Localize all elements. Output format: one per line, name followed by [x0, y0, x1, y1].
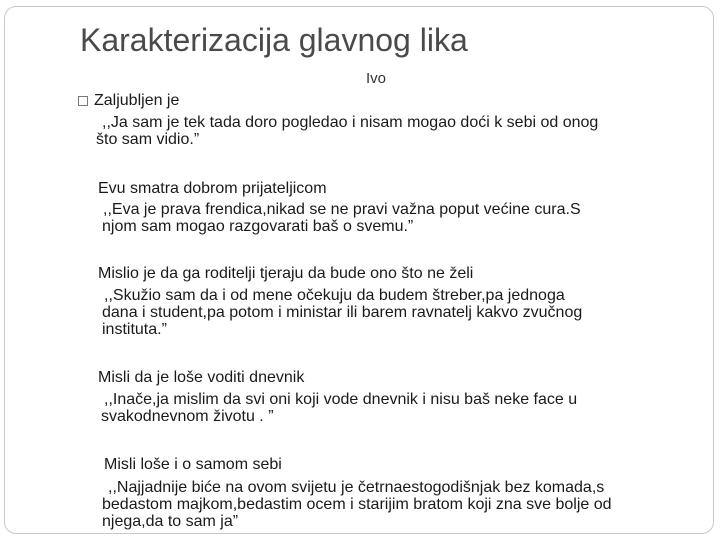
section-block-5 — [104, 456, 612, 530]
section-block-3 — [98, 265, 582, 338]
slide-title: Karakterizacija glavnog lika — [80, 22, 468, 58]
quote-line: što sam vidio.” — [96, 131, 200, 148]
quote-block-1 — [96, 114, 598, 148]
quote-line: dana i student,pa potom i ministar ili barem ravnatelj kakvo zvučnog — [102, 304, 583, 321]
slide-subtitle: Ivo — [366, 70, 387, 87]
quote-line: ,,Inače,ja mislim da svi oni koji vode dnevnik i nisu baš neke face u — [104, 391, 578, 408]
quote-line: ,,Ja sam je tek tada doro pogledao i nisam mogao doći k sebi od onog — [102, 114, 599, 131]
quote-line: njega,da to sam ja” — [102, 513, 239, 530]
quote-line: bedastom majkom,bedastim ocem i starijim bratom koji zna sve bolje od — [102, 496, 612, 513]
quote-line: ,,Eva je prava frendica,nikad se ne pravi važna poput većine cura.S — [103, 201, 581, 218]
section-block-4 — [98, 369, 577, 425]
quote-line: njom sam mogao razgovarati baš o svemu.” — [102, 218, 414, 235]
section-heading: Misli loše i o samom sebi — [104, 456, 282, 473]
bullet-text: Zaljubljen je — [94, 92, 180, 109]
section-heading: Misli da je loše voditi dnevnik — [98, 369, 305, 386]
quote-line: ,,Najjadnije biće na ovom svijetu je četrnaestogodišnjak bez komada,s — [108, 479, 605, 496]
checkbox-bullet-icon — [78, 96, 88, 106]
bullet-item — [78, 92, 179, 110]
section-heading: Mislio je da ga roditelji tjeraju da bude ono što ne želi — [98, 265, 474, 282]
quote-line: ,,Skužio sam da i od mene očekuju da budem štreber,pa jednoga — [104, 287, 565, 304]
section-heading: Evu smatra dobrom prijateljicom — [98, 180, 327, 197]
section-block-2 — [98, 180, 581, 235]
quote-line: svakodnevnom životu . ” — [101, 408, 274, 425]
quote-line: instituta.” — [102, 321, 167, 338]
